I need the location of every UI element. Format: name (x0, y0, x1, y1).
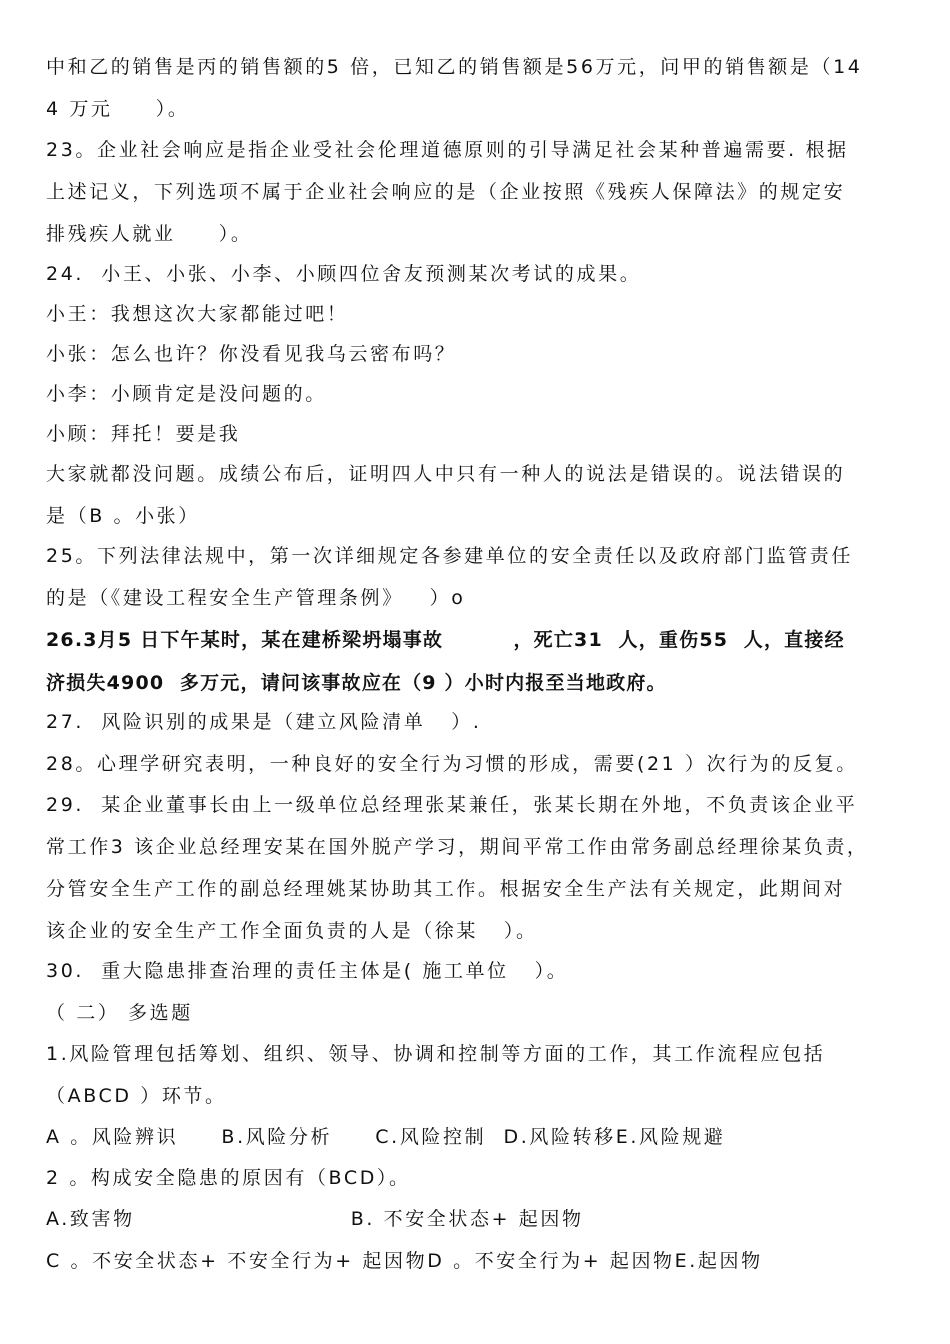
text-line-2: 4 万元 ）。 (46, 98, 190, 120)
text-line-1: 中和乙的销售是丙的销售额的5 倍，已知乙的销售额是56万元，问甲的销售额是（14 (46, 56, 863, 78)
text-line-11: 大家就都没问题。成绩公布后，证明四人中只有一种人的说法是错误的。说法错误的 (46, 463, 846, 485)
text-line-7: 小王：我想这次大家都能过吧！ (46, 303, 349, 325)
text-line-25: 1.风险管理包括筹划、组织、领导、协调和控制等方面的工作，其工作流程应包括 (46, 1043, 826, 1065)
text-line-5: 排残疾人就业 ）。 (46, 223, 253, 245)
text-line-8: 小张：怎么也许？你没看见我乌云密布吗？ (46, 343, 457, 365)
text-line-30: C 。不安全状态+ 不安全行为+ 起因物D 。不安全行为+ 起因物E.起因物 (46, 1250, 763, 1272)
text-line-4: 上述记义，下列选项不属于企业社会响应的是（企业按照《残疾人保障法》的规定安 (46, 181, 846, 203)
text-line-19: 29. 某企业董事长由上一级单位总经理张某兼任，张某长期在外地，不负责该企业平 (46, 794, 858, 816)
text-line-27: A 。风险辨识 B.风险分析 C.风险控制 D.风险转移E.风险规避 (46, 1126, 726, 1148)
text-line-23: 30. 重大隐患排查治理的责任主体是( 施工单位 ）。 (46, 960, 569, 982)
text-line-29: A.致害物 B. 不安全状态+ 起因物 (46, 1208, 584, 1230)
text-line-13: 25。下列法律法规中，第一次详细规定各参建单位的安全责任以及政府部门监管责任 (46, 545, 853, 567)
text-line-14: 的是（《建设工程安全生产管理条例》 ）o (46, 587, 466, 609)
text-line-20: 常工作3 该企业总经理安某在国外脱产学习，期间平常工作由常务副总经理徐某负责， (46, 836, 869, 858)
text-line-15: 26.3月5 日下午某时，某在建桥梁坍塌事故 ，死亡31 人，重伤55 人，直接经 (46, 629, 845, 651)
text-line-21: 分管安全生产工作的副总经理姚某协助其工作。根据安全生产法有关规定，此期间对 (46, 878, 846, 900)
text-line-12: 是（B 。小张） (46, 505, 200, 527)
text-line-28: 2 。构成安全隐患的原因有（BCD）。 (46, 1167, 411, 1189)
text-line-26: （ABCD ）环节。 (46, 1085, 227, 1107)
text-line-6: 24. 小王、小张、小李、小顾四位舍友预测某次考试的成果。 (46, 263, 642, 285)
text-line-18: 28。心理学研究表明，一种良好的安全行为习惯的形成，需要(21 ）次行为的反复。 (46, 753, 858, 775)
text-line-10: 小顾：拜托！要是我 (46, 423, 241, 445)
text-line-3: 23。企业社会响应是指企业受社会伦理道德原则的引导满足社会某种普遍需要. 根据 (46, 139, 849, 161)
text-line-22: 该企业的安全生产工作全面负责的人是（徐某 ）。 (46, 920, 538, 942)
text-line-16: 济损失4900 多万元，请问该事故应在（9 ）小时内报至当地政府。 (46, 672, 667, 694)
text-line-9: 小李：小顾肯定是没问题的。 (46, 383, 327, 405)
text-line-24: （ 二） 多选题 (46, 1002, 193, 1024)
text-line-17: 27. 风险识别的成果是（建立风险清单 ）. (46, 711, 482, 733)
